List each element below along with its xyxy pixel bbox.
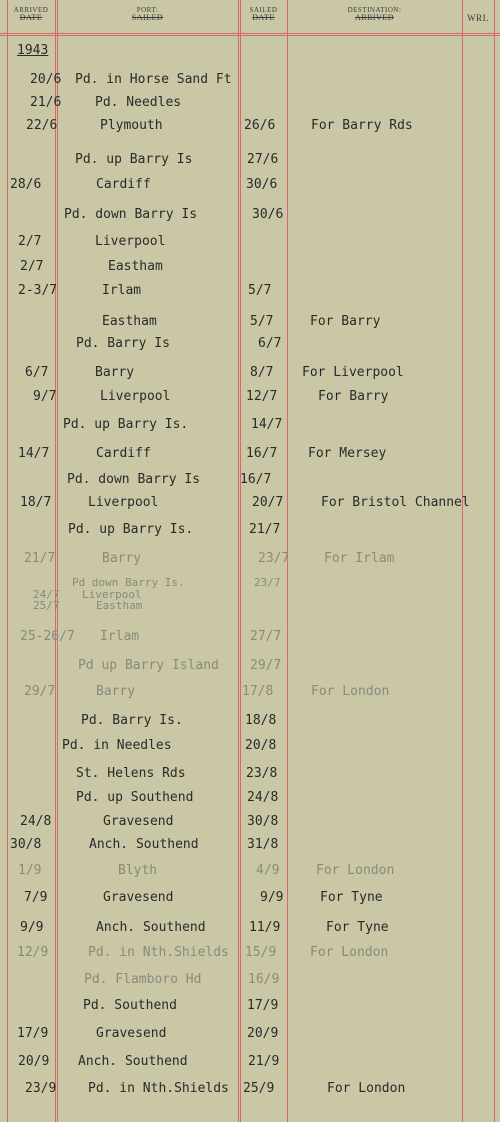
row-sailed-date: 27/7 <box>250 629 282 644</box>
row-arrived-date: 9/9 <box>20 920 44 935</box>
row-sailed-date: 14/7 <box>251 417 283 432</box>
row-sailed-date: 31/8 <box>247 837 279 852</box>
row-arrived-date: 30/8 <box>10 837 42 852</box>
row-port-name: Cardiff <box>96 446 151 461</box>
row-port-name: Cardiff <box>96 177 151 192</box>
header-arrived <box>7 6 55 22</box>
header-wri <box>462 14 494 23</box>
row-sailed-date: 17/8 <box>242 684 274 699</box>
row-sailed-date: 27/6 <box>247 152 279 167</box>
row-port-name: Pd. in Nth.Shields <box>88 945 229 960</box>
row-arrived-date: 2-3/7 <box>18 283 58 298</box>
row-port-name: Pd down Barry Is. <box>72 576 185 589</box>
row-port-name: Pd. up Barry Is. <box>68 522 194 537</box>
header-destination-top: DESTINATION: <box>347 6 402 14</box>
row-port-name: Anch. Southend <box>96 920 206 935</box>
column-divider <box>238 0 239 1122</box>
row-port-name: Blyth <box>118 863 158 878</box>
row-destination: For London <box>327 1081 406 1096</box>
row-arrived-date: 22/6 <box>26 118 58 133</box>
row-sailed-date: 5/7 <box>250 314 274 329</box>
row-sailed-date: 30/6 <box>246 177 278 192</box>
row-port-name: Pd. up Barry Is. <box>63 417 189 432</box>
row-sailed-date: 16/7 <box>246 446 278 461</box>
row-port-name: Pd. Flamboro Hd <box>84 972 202 987</box>
row-arrived-date: 20/6 <box>30 72 62 87</box>
row-sailed-date: 23/7 <box>254 576 281 589</box>
row-destination: For Tyne <box>326 920 389 935</box>
column-divider <box>240 0 241 1122</box>
header-sailed-top: SAILED <box>249 6 278 14</box>
row-port-name: Irlam <box>100 629 140 644</box>
row-port-name: Liverpool <box>82 588 142 601</box>
row-sailed-date: 12/7 <box>246 389 278 404</box>
row-sailed-date: 21/7 <box>249 522 281 537</box>
row-port-name: Barry <box>95 365 135 380</box>
header-wri-label: WRI. <box>467 13 489 23</box>
header-arrived-bottom: DATE <box>19 13 43 22</box>
row-destination: For London <box>310 945 389 960</box>
row-port-name: Pd. Barry Is. <box>81 713 183 728</box>
header-destination <box>287 6 462 22</box>
row-port-name: Irlam <box>102 283 142 298</box>
header-sailed-bottom: DATE <box>252 13 275 22</box>
row-destination: For Mersey <box>308 446 387 461</box>
row-sailed-date: 5/7 <box>248 283 272 298</box>
row-port-name: Pd. Needles <box>95 95 182 110</box>
header-rule <box>0 35 500 36</box>
row-port-name: Gravesend <box>103 890 174 905</box>
row-sailed-date: 17/9 <box>247 998 279 1013</box>
row-port-name: Barry <box>102 551 142 566</box>
header-sailed <box>240 6 287 22</box>
row-port-name: Pd. up Barry Is <box>75 152 193 167</box>
row-port-name: Gravesend <box>103 814 174 829</box>
row-destination: For Barry <box>318 389 389 404</box>
row-sailed-date: 23/8 <box>246 766 278 781</box>
row-port-name: Anch. Southend <box>78 1054 188 1069</box>
row-destination: For London <box>316 863 395 878</box>
year-label: 1943 <box>17 43 49 58</box>
row-sailed-date: 23/7 <box>258 551 290 566</box>
row-port-name: Liverpool <box>95 234 166 249</box>
row-sailed-date: 21/9 <box>248 1054 280 1069</box>
row-arrived-date: 9/7 <box>33 389 57 404</box>
row-sailed-date: 15/9 <box>245 945 277 960</box>
header-arrived-top: ARRIVED <box>13 6 49 14</box>
row-arrived-date: 25/7 <box>33 599 60 612</box>
row-sailed-date: 16/9 <box>248 972 280 987</box>
row-port-name: Pd. in Needles <box>62 738 172 753</box>
row-port-name: Pd. Southend <box>83 998 177 1013</box>
row-arrived-date: 18/7 <box>20 495 52 510</box>
row-destination: For London <box>311 684 390 699</box>
row-sailed-date: 20/8 <box>245 738 277 753</box>
row-arrived-date: 6/7 <box>25 365 49 380</box>
row-port-name: Pd. down Barry Is <box>64 207 198 222</box>
row-port-name: Eastham <box>96 599 143 612</box>
row-port-name: Plymouth <box>100 118 163 133</box>
row-port-name: Pd. in Horse Sand Ft <box>75 72 232 87</box>
row-arrived-date: 21/6 <box>30 95 62 110</box>
row-arrived-date: 2/7 <box>18 234 42 249</box>
row-arrived-date: 29/7 <box>24 684 56 699</box>
row-port-name: Pd. Barry Is <box>76 336 170 351</box>
row-arrived-date: 28/6 <box>10 177 42 192</box>
row-arrived-date: 23/9 <box>25 1081 57 1096</box>
row-sailed-date: 30/8 <box>247 814 279 829</box>
row-port-name: Eastham <box>108 259 163 274</box>
row-arrived-date: 20/9 <box>18 1054 50 1069</box>
row-port-name: St. Helens Rds <box>76 766 186 781</box>
row-sailed-date: 4/9 <box>256 863 280 878</box>
row-destination: For Irlam <box>324 551 395 566</box>
row-port-name: Pd. up Southend <box>76 790 194 805</box>
row-sailed-date: 9/9 <box>260 890 284 905</box>
row-arrived-date: 17/9 <box>17 1026 49 1041</box>
row-sailed-date: 18/8 <box>245 713 277 728</box>
row-port-name: Liverpool <box>88 495 159 510</box>
row-destination: For Tyne <box>320 890 383 905</box>
row-sailed-date: 30/6 <box>252 207 284 222</box>
column-divider <box>57 0 58 1122</box>
row-sailed-date: 24/8 <box>247 790 279 805</box>
row-sailed-date: 26/6 <box>244 118 276 133</box>
row-arrived-date: 24/7 <box>33 588 60 601</box>
row-arrived-date: 14/7 <box>18 446 50 461</box>
row-sailed-date: 25/9 <box>243 1081 275 1096</box>
column-divider <box>494 0 495 1122</box>
row-sailed-date: 8/7 <box>250 365 274 380</box>
header-port-top: PORT: <box>136 6 159 14</box>
row-sailed-date: 20/9 <box>247 1026 279 1041</box>
row-sailed-date: 16/7 <box>240 472 272 487</box>
row-destination: For Liverpool <box>302 365 404 380</box>
row-port-name: Anch. Southend <box>89 837 199 852</box>
row-sailed-date: 6/7 <box>258 336 282 351</box>
row-destination: For Barry Rds <box>311 118 413 133</box>
row-arrived-date: 7/9 <box>24 890 48 905</box>
row-port-name: Eastham <box>102 314 157 329</box>
row-port-name: Barry <box>96 684 136 699</box>
ledger-margin-line <box>7 0 8 1122</box>
row-arrived-date: 2/7 <box>20 259 44 274</box>
header-destination-bottom: ARRIVED <box>354 13 395 22</box>
row-port-name: Pd up Barry Island <box>78 658 219 673</box>
row-sailed-date: 29/7 <box>250 658 282 673</box>
row-port-name: Pd. down Barry Is <box>67 472 201 487</box>
header-rule <box>0 33 500 34</box>
header-port <box>57 6 238 22</box>
row-destination: For Barry <box>310 314 381 329</box>
row-arrived-date: 12/9 <box>17 945 49 960</box>
header-port-bottom: SAILED <box>131 13 164 22</box>
row-arrived-date: 21/7 <box>24 551 56 566</box>
row-destination: For Bristol Channel <box>321 495 470 510</box>
row-port-name: Gravesend <box>96 1026 167 1041</box>
row-arrived-date: 1/9 <box>18 863 42 878</box>
row-port-name: Liverpool <box>100 389 171 404</box>
row-port-name: Pd. in Nth.Shields <box>88 1081 229 1096</box>
row-arrived-date: 25-26/7 <box>20 629 75 644</box>
row-sailed-date: 11/9 <box>249 920 281 935</box>
column-divider <box>462 0 463 1122</box>
row-arrived-date: 24/8 <box>20 814 52 829</box>
row-sailed-date: 20/7 <box>252 495 284 510</box>
